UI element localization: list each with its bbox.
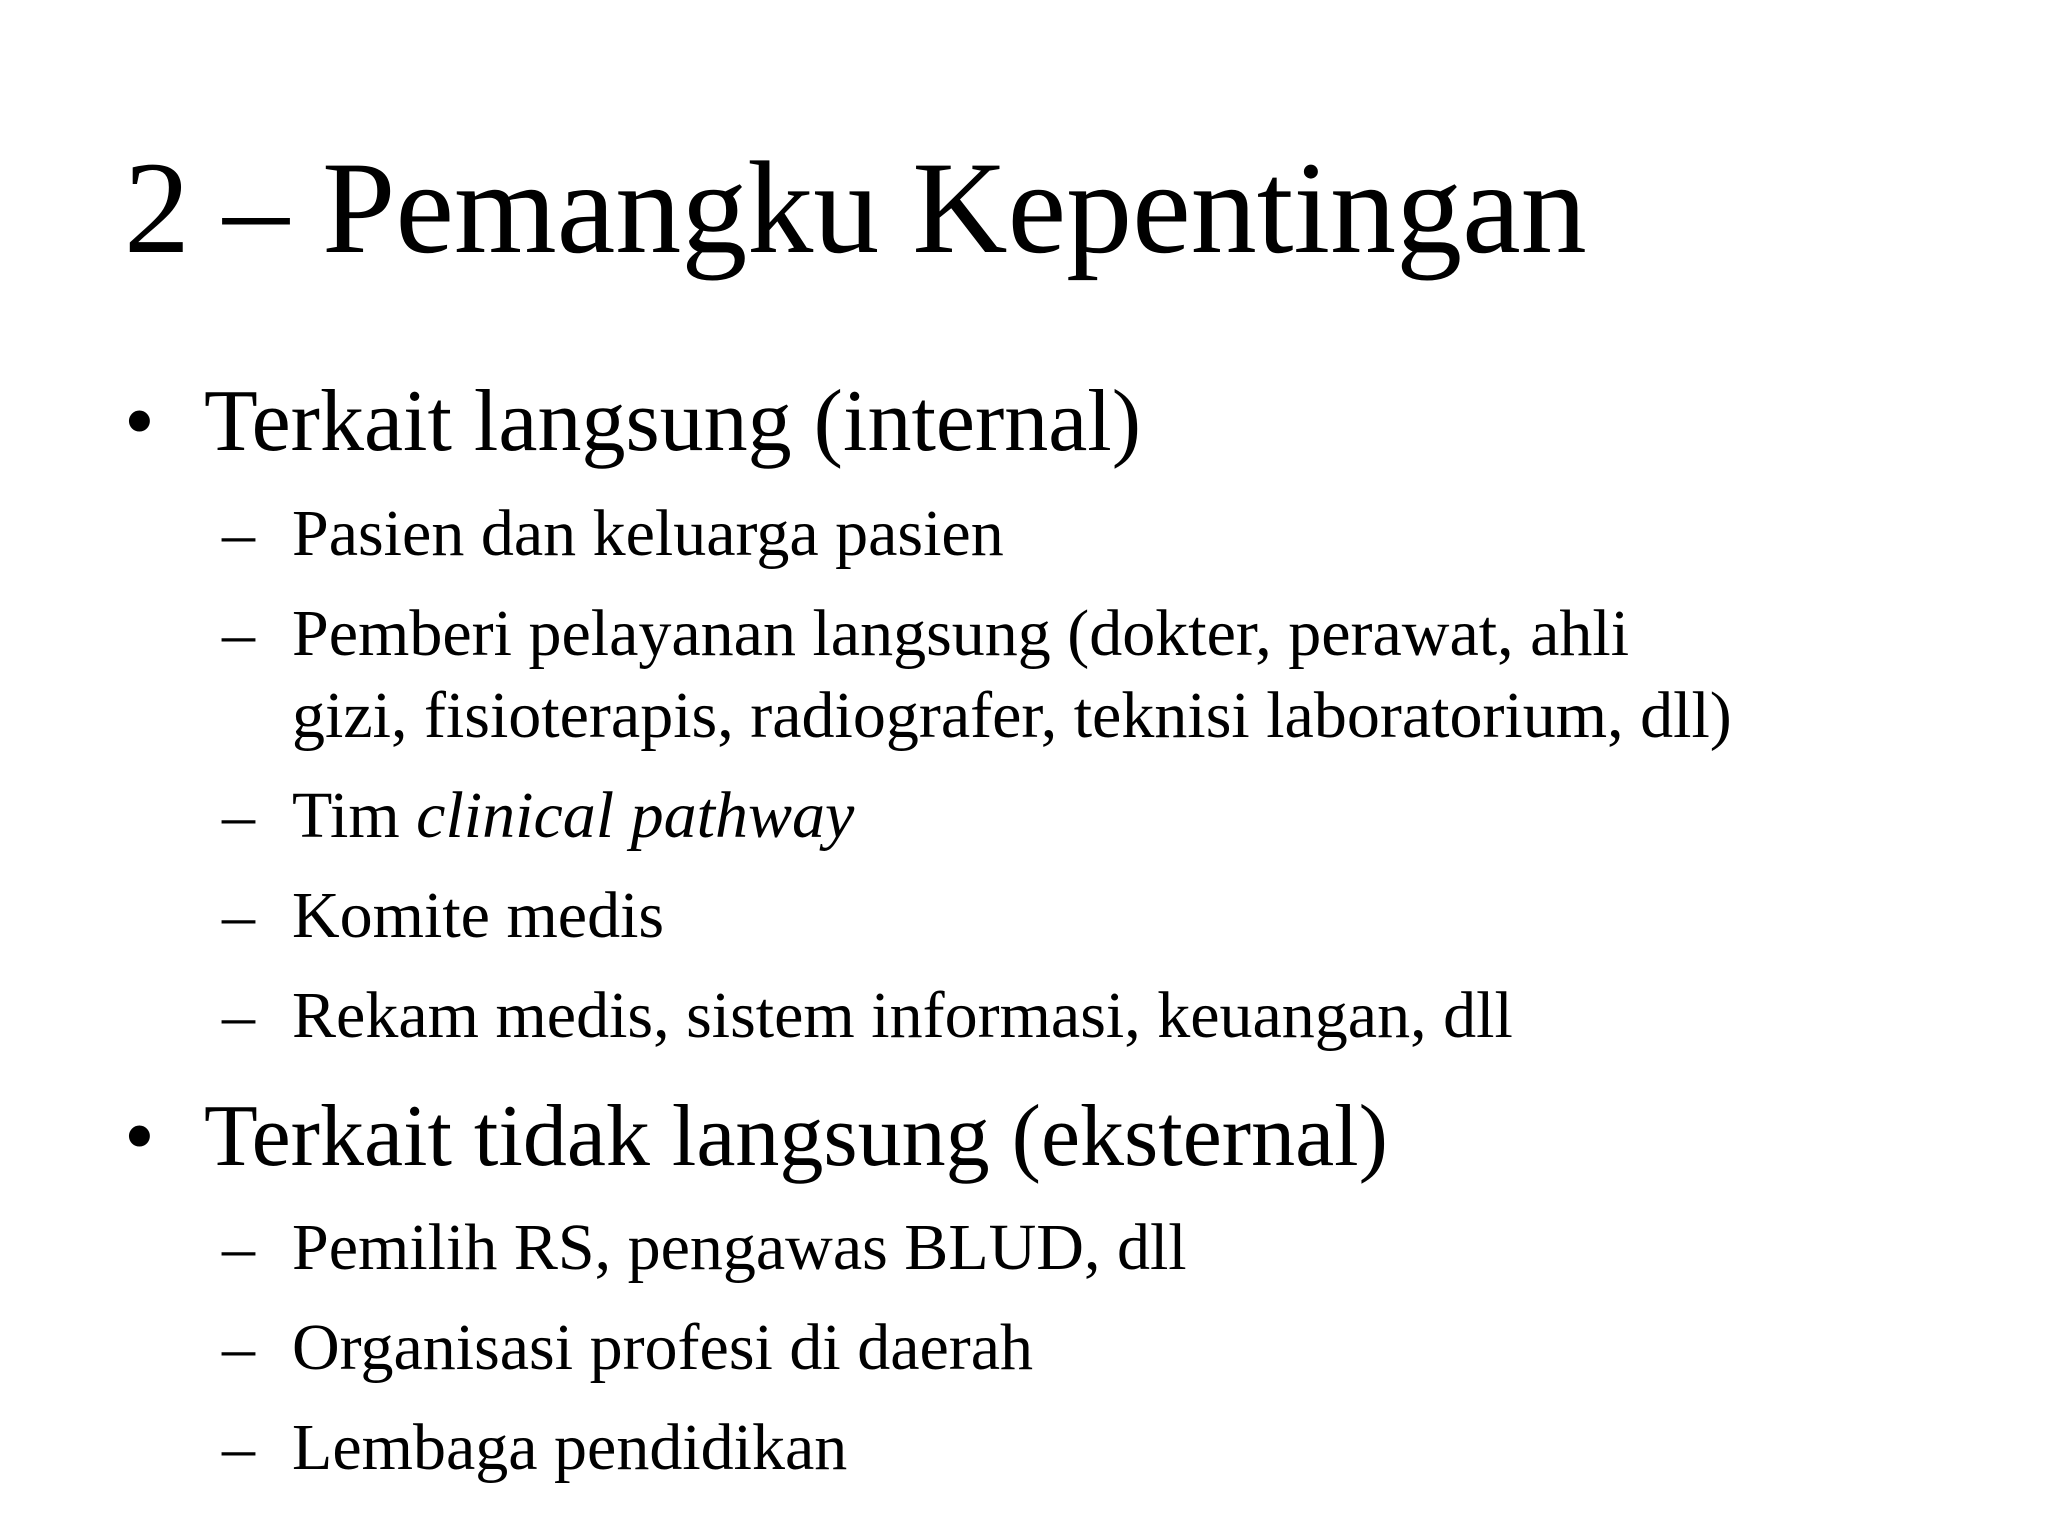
list-item-italic: clinical pathway — [416, 779, 855, 852]
list-item-text: Organisasi profesi di daerah — [292, 1311, 1034, 1384]
dash-icon: – — [222, 1211, 255, 1284]
dash-icon: – — [222, 879, 255, 952]
list-item-text-line1: Pemberi pelayanan langsung (dokter, perawat, ahli — [292, 597, 1630, 670]
list-item-prefix: Tim — [292, 779, 417, 852]
list-item-text — [292, 775, 854, 857]
list-item-text: Komite medis — [292, 879, 665, 952]
slide-title: 2 – Pemangku Kepentingan — [124, 134, 1587, 281]
dash-icon: – — [222, 779, 255, 852]
list-item-text: Rekam medis, sistem informasi, keuangan, dll — [292, 979, 1513, 1052]
dash-icon: – — [222, 1411, 255, 1484]
dash-icon: – — [222, 1311, 255, 1384]
dash-icon: – — [222, 497, 255, 570]
list-item-text: Lembaga pendidikan — [292, 1411, 848, 1484]
list-item-text: Pasien dan keluarga pasien — [292, 497, 1004, 570]
bullet-icon: • — [124, 373, 155, 470]
list-item-text: Pemilih RS, pengawas BLUD, dll — [292, 1211, 1187, 1284]
list-item-text-line2: gizi, fisioterapis, radiografer, teknisi laboratorium, dll) — [292, 679, 1732, 752]
section-heading-text: Terkait langsung (internal) — [204, 373, 1142, 470]
dash-icon: – — [222, 979, 255, 1052]
dash-icon: – — [222, 597, 255, 670]
section-heading-text: Terkait tidak langsung (eksternal) — [204, 1088, 1388, 1185]
bullet-icon: • — [124, 1088, 155, 1185]
